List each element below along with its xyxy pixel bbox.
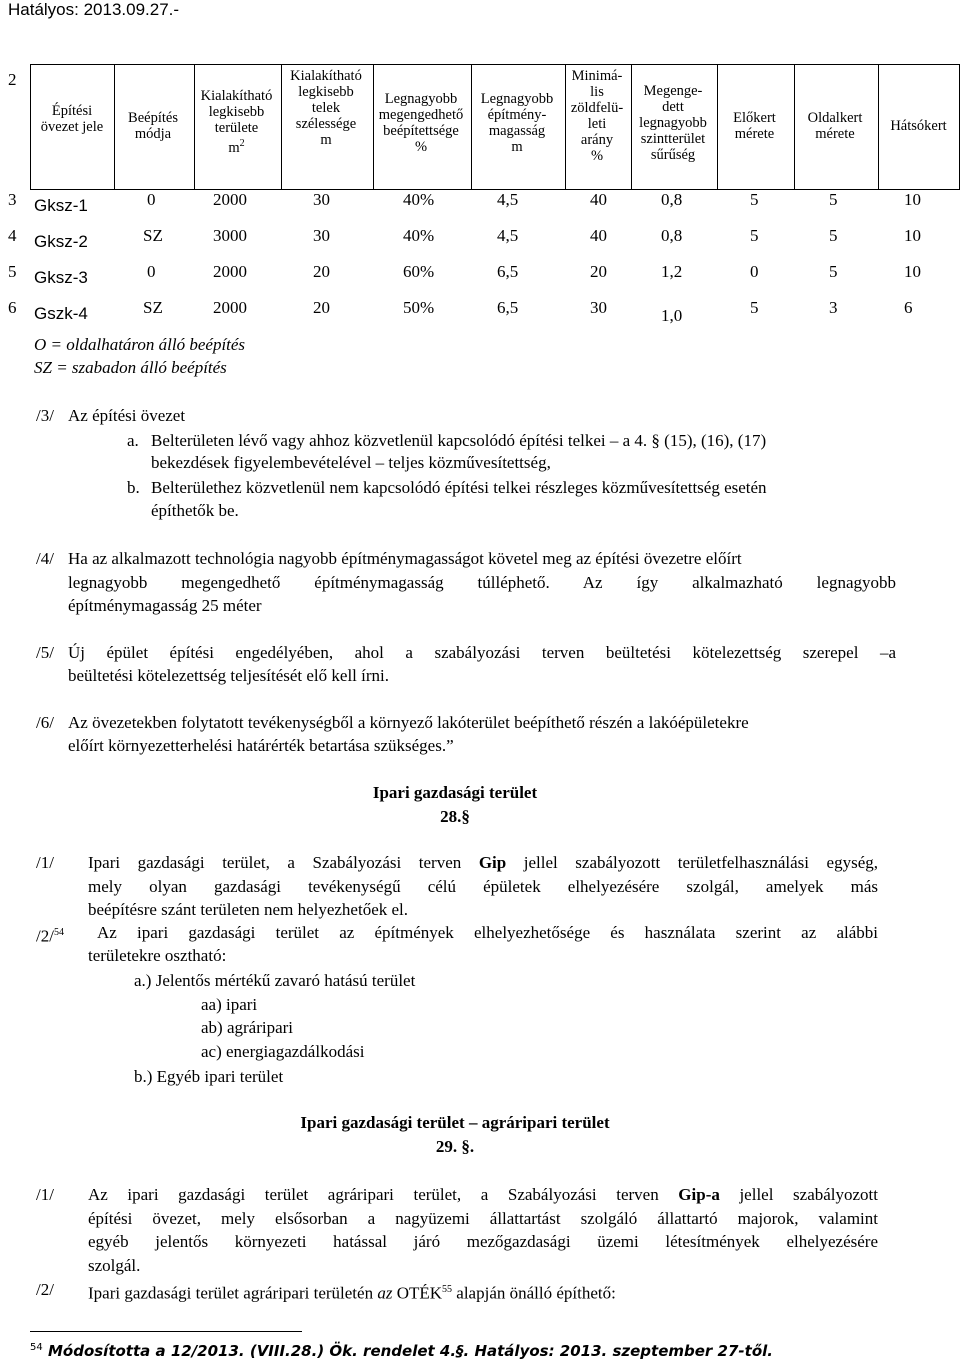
- agrar-p1-line: szolgál.: [88, 1256, 141, 1275]
- paragraph-4-line: Ha az alkalmazott technológia nagyobb építménymagasságot követel meg az építési övezetre előírt: [68, 549, 742, 568]
- row-number: 4: [8, 226, 17, 245]
- building-mode: 0: [147, 190, 156, 209]
- max-height: 6,5: [497, 298, 519, 317]
- density: 1,0: [661, 306, 683, 325]
- paragraph-5-label: /5/: [36, 643, 54, 662]
- section-sign-icon: §.: [457, 1137, 475, 1156]
- back-yard: 6: [904, 298, 913, 317]
- section-number-29: 29. §.: [435, 1137, 475, 1156]
- paragraph-3-label: /3/: [36, 406, 54, 425]
- agrar-p2-line: Ipari gazdasági terület agráripari területén az OTÉK$^{55}$ alapján önálló építhető:: [88, 1283, 616, 1303]
- front-yard: 0: [750, 262, 759, 281]
- max-height: 4,5: [497, 226, 519, 245]
- zone-code: Gksz-1: [34, 196, 88, 215]
- min-area: 2000: [213, 298, 247, 317]
- back-yard: 10: [904, 226, 921, 245]
- item-b-label: b.: [127, 478, 140, 497]
- zone-code: Gszk-4: [34, 304, 88, 323]
- front-yard: 5: [750, 298, 759, 317]
- side-yard: 5: [829, 190, 838, 209]
- ipari-p1-label: /1/: [36, 853, 54, 872]
- agrar-p2-label: /2/: [36, 1280, 54, 1299]
- section-title-agrar: Ipari gazdasági terület – agráripari terület: [300, 1113, 610, 1132]
- min-green: 40: [590, 190, 607, 209]
- item-a-text: Belterületen lévő vagy ahhoz közvetlenül kapcsolódó építési telkei – a 4. § (15), (16), (17): [151, 431, 767, 450]
- max-coverage: 40%: [403, 226, 435, 245]
- section-sign-icon: §: [461, 807, 470, 826]
- side-yard: 5: [829, 262, 838, 281]
- ipari-item: aa) ipari: [201, 995, 258, 1014]
- paragraph-4-line: építménymagasság 25 méter: [68, 596, 262, 615]
- section-number-28: 28.§: [440, 807, 470, 826]
- min-green: 30: [590, 298, 607, 317]
- building-mode: SZ: [143, 298, 163, 317]
- ipari-p1-line: beépítésre szánt területen nem helyezhetőek el.: [88, 900, 409, 919]
- min-width: 30: [313, 190, 330, 209]
- ipari-item: ac) energiagazdálkodási: [201, 1042, 365, 1061]
- building-mode: 0: [147, 262, 156, 281]
- paragraph-5-line: beültetési kötelezettség teljesítését elő kell írni.: [68, 666, 389, 685]
- min-green: 20: [590, 262, 607, 281]
- agrar-p1-line: építési övezet, mely elsősorban a nagyüzemi állattartást szolgáló állattartó majorok, valamint: [88, 1209, 878, 1228]
- col-header-max-coverage: Legnagyobb megengedhető beépítettsége %: [378, 91, 464, 155]
- density: 1,2: [661, 262, 683, 281]
- building-mode: SZ: [143, 226, 163, 245]
- back-yard: 10: [904, 262, 921, 281]
- col-header-min-area: Kialakítható legkisebb területe $m^2$: [200, 88, 273, 156]
- section-title-ipari: Ipari gazdasági terület: [372, 783, 538, 802]
- max-coverage: 40%: [403, 190, 435, 209]
- min-width: 20: [313, 298, 330, 317]
- ipari-p1-line: mely olyan gazdasági tevékenységű célú épületek elhelyezésére szolgál, amelyek más: [88, 877, 878, 896]
- max-coverage: 60%: [403, 262, 435, 281]
- ipari-p2-line: Az ipari gazdasági terület az építmények elhelyezhetősége és használata szerint az alábbi: [97, 923, 878, 942]
- paragraph-6-line: előírt környezetterhelési határérték betartása szükséges.”: [68, 736, 454, 755]
- col-header-back-yard: Hátsókert: [890, 118, 947, 134]
- row-number: 6: [8, 298, 17, 317]
- col-header-max-height: Legnagyobb építmény- magasság m: [480, 91, 554, 155]
- col-header-front-yard: Előkert mérete: [733, 110, 776, 142]
- legend-sz: SZ = szabadon álló beépítés: [34, 358, 227, 377]
- col-header-min-width: Kialakítható legkisebb telek szélessége m: [290, 68, 362, 148]
- min-width: 20: [313, 262, 330, 281]
- ipari-p2-line: területekre osztható:: [88, 946, 227, 965]
- min-area: 2000: [213, 262, 247, 281]
- effective-date-header: Hatályos: 2013.09.27.-: [8, 0, 180, 19]
- paragraph-4-line: legnagyobb megengedhető építménymagasság túlléphető. Az így alkalmazható legnagyobb: [68, 573, 896, 592]
- min-green: 40: [590, 226, 607, 245]
- row-number: 5: [8, 262, 17, 281]
- side-yard: 5: [829, 226, 838, 245]
- min-area: 3000: [213, 226, 247, 245]
- item-b-text: Belterülethez közvetlenül nem kapcsolódó építési telkei részleges közművesítettség esetén: [151, 478, 767, 497]
- ipari-p2-label: /2/$^{54}$: [36, 926, 64, 946]
- max-height: 4,5: [497, 190, 519, 209]
- zone-code: Gksz-2: [34, 232, 88, 251]
- ipari-item: a.) Jelentős mértékű zavaró hatású terület: [134, 971, 416, 990]
- front-yard: 5: [750, 190, 759, 209]
- min-width: 30: [313, 226, 330, 245]
- item-a-text-cont: bekezdések figyelembevételével – teljes közművesítettség,: [151, 453, 551, 472]
- min-area: 2000: [213, 190, 247, 209]
- ipari-p1-line: Ipari gazdasági terület, a Szabályozási terven Gip jellel szabályozott területfelhasználási egység,: [88, 853, 879, 872]
- paragraph-6-label: /6/: [36, 713, 54, 732]
- side-yard: 3: [829, 298, 838, 317]
- col-header-min-green-ratio: Minimá- lis zöldfelü- leti arány %: [570, 68, 624, 164]
- max-height: 6,5: [497, 262, 519, 281]
- footnote: $^{54}$ Módosította a 12/2013. (VIII.28.) Ök. rendelet 4.§. Hatályos: 2013. szeptember 27-től.: [30, 1342, 773, 1360]
- max-coverage: 50%: [403, 298, 435, 317]
- item-a-label: a.: [127, 431, 139, 450]
- col-header-zone-code: Építési övezet jele: [40, 103, 104, 135]
- paragraph-5-line: Új épület építési engedélyében, ahol a szabályozási terven beültetési kötelezettség szerepel –a: [68, 643, 896, 662]
- density: 0,8: [661, 190, 683, 209]
- front-yard: 5: [750, 226, 759, 245]
- legend-o: O = oldalhatáron álló beépítés: [34, 335, 246, 354]
- back-yard: 10: [904, 190, 921, 209]
- paragraph-6-line: Az övezetekben folytatott tevékenységből a környező lakóterület beépíthető részén a lakóépületekre: [68, 713, 749, 732]
- agrar-p1-line: Az ipari gazdasági terület agráripari terület, a Szabályozási terven Gip-a jellel szabályozott: [88, 1185, 879, 1204]
- ipari-item: b.) Egyéb ipari terület: [134, 1067, 284, 1086]
- table-row-number: 2: [8, 70, 17, 89]
- agrar-p1-line: egyéb jelentős környezeti hatással járó mezőgazdasági üzemi létesítmények elhelyezésére: [88, 1232, 878, 1251]
- ipari-item: ab) agráripari: [201, 1018, 294, 1037]
- row-number: 3: [8, 190, 17, 209]
- agrar-p1-label: /1/: [36, 1185, 54, 1204]
- item-b-text-cont: építhetők be.: [151, 501, 239, 520]
- section-sign-icon: §: [647, 431, 660, 450]
- col-header-side-yard: Oldalkert mérete: [807, 110, 863, 142]
- paragraph-4-label: /4/: [36, 549, 54, 568]
- paragraph-3-intro: Az építési övezet: [68, 406, 186, 425]
- footnote-rule: [30, 1331, 302, 1332]
- density: 0,8: [661, 226, 683, 245]
- zone-code: Gksz-3: [34, 268, 88, 287]
- col-header-floor-density: Megenge- dett legnagyobb szintterület sűrűség: [639, 83, 707, 163]
- col-header-building-mode: Beépítés módja: [128, 110, 178, 142]
